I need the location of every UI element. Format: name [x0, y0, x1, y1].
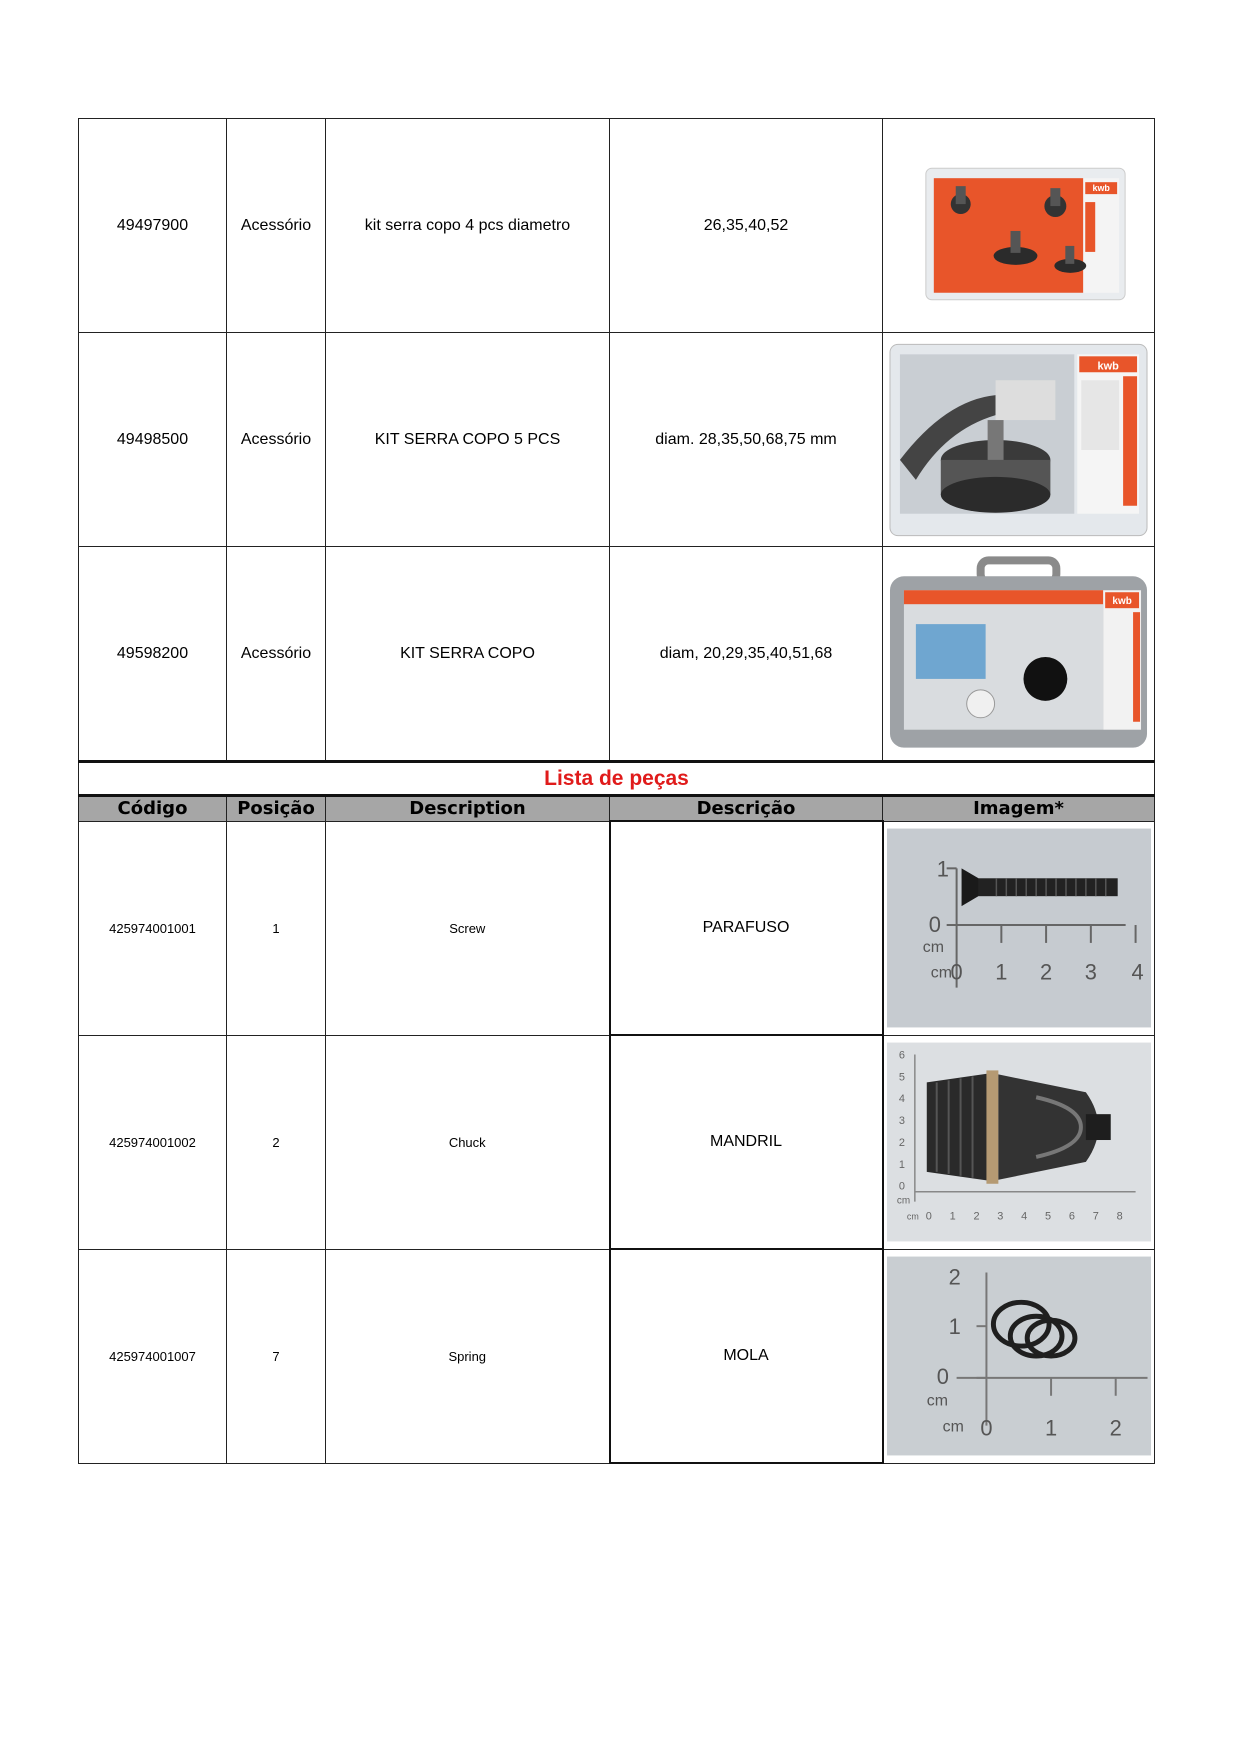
part-code: 425974001001	[79, 821, 227, 1035]
scale-unit: cm	[930, 964, 952, 982]
scale-label: 3	[1084, 959, 1097, 985]
parts-list-title: Lista de peças	[79, 762, 1155, 796]
part-descricao: PARAFUSO	[610, 821, 883, 1035]
header-codigo: Código	[79, 796, 227, 822]
accessory-type: Acessório	[227, 547, 326, 762]
hole-saw-kit-5pcs-icon	[886, 340, 1151, 540]
parts-table	[78, 118, 1155, 1464]
part-row	[79, 1249, 1155, 1463]
hole-saw-case-icon	[886, 554, 1151, 754]
part-description: Spring	[326, 1249, 610, 1463]
scale-label: 7	[1092, 1210, 1099, 1223]
accessory-description: KIT SERRA COPO	[326, 547, 610, 762]
accessory-spec: diam. 28,35,50,68,75 mm	[610, 333, 883, 547]
scale-label: 1	[948, 1314, 961, 1340]
part-description: Chuck	[326, 1035, 610, 1249]
hole-saw-kit-4pcs-icon	[886, 126, 1151, 326]
scale-label: 1	[949, 1210, 956, 1223]
scale-label: 1	[1044, 1415, 1057, 1441]
accessory-row	[79, 547, 1155, 762]
accessory-spec: diam, 20,29,35,40,51,68	[610, 547, 883, 762]
scale-label: 4	[898, 1093, 905, 1106]
accessory-code: 49598200	[79, 547, 227, 762]
part-position: 7	[227, 1249, 326, 1463]
accessory-image	[883, 333, 1155, 547]
scale-label: 2	[948, 1264, 961, 1290]
scale-unit: cm	[896, 1195, 910, 1207]
header-description: Description	[326, 796, 610, 822]
scale-unit: cm	[922, 938, 944, 956]
scale-label: 0	[925, 1210, 932, 1223]
accessory-description: kit serra copo 4 pcs diametro	[326, 119, 610, 333]
scale-label: 0	[950, 959, 963, 985]
scale-label: 6	[1068, 1210, 1075, 1223]
scale-label: 1	[936, 856, 949, 882]
scale-unit: cm	[942, 1418, 964, 1436]
parts-header-row	[79, 796, 1155, 822]
part-code: 425974001002	[79, 1035, 227, 1249]
screw-photo-icon	[887, 828, 1152, 1028]
scale-label: 0	[898, 1180, 905, 1193]
part-position: 1	[227, 821, 326, 1035]
accessory-code: 49497900	[79, 119, 227, 333]
accessory-spec: 26,35,40,52	[610, 119, 883, 333]
scale-label: 4	[1020, 1210, 1027, 1223]
scale-label: 1	[994, 959, 1007, 985]
scale-label: 3	[996, 1210, 1003, 1223]
scale-label: 8	[1116, 1210, 1123, 1223]
brand-logo: kwb	[1097, 359, 1119, 372]
scale-label: 1	[898, 1158, 905, 1171]
part-position: 2	[227, 1035, 326, 1249]
parts-list-title-row	[79, 762, 1155, 796]
accessory-image	[883, 547, 1155, 762]
accessory-type: Acessório	[227, 333, 326, 547]
accessory-description: KIT SERRA COPO 5 PCS	[326, 333, 610, 547]
accessory-row	[79, 333, 1155, 547]
brand-logo: kwb	[1092, 182, 1110, 193]
scale-label: 0	[928, 911, 941, 937]
scale-label: 2	[898, 1136, 905, 1149]
header-descricao: Descrição	[610, 796, 883, 822]
accessory-row	[79, 119, 1155, 333]
part-description: Screw	[326, 821, 610, 1035]
scale-label: 5	[898, 1071, 905, 1084]
part-image	[883, 821, 1155, 1035]
part-image	[883, 1249, 1155, 1463]
scale-label: 0	[979, 1415, 993, 1441]
scale-label: 5	[1044, 1210, 1051, 1223]
scale-unit: cm	[926, 1392, 948, 1410]
scale-label: 3	[898, 1115, 905, 1128]
chuck-photo-icon	[887, 1042, 1152, 1242]
part-row	[79, 821, 1155, 1035]
accessory-code: 49498500	[79, 333, 227, 547]
scale-label: 2	[1039, 959, 1052, 985]
part-code: 425974001007	[79, 1249, 227, 1463]
part-descricao: MOLA	[610, 1249, 883, 1463]
scale-label: 0	[936, 1363, 949, 1389]
parts-sheet	[78, 118, 1154, 1464]
part-descricao: MANDRIL	[610, 1035, 883, 1249]
scale-label: 6	[898, 1049, 905, 1062]
part-row	[79, 1035, 1155, 1249]
scale-unit: cm	[906, 1211, 919, 1222]
spring-photo-icon	[887, 1256, 1152, 1456]
scale-label: 4	[1130, 959, 1144, 985]
part-image	[883, 1035, 1155, 1249]
accessory-type: Acessório	[227, 119, 326, 333]
header-imagem: Imagem*	[883, 796, 1155, 822]
brand-logo: kwb	[1112, 595, 1132, 607]
scale-label: 2	[1109, 1415, 1122, 1441]
header-posicao: Posição	[227, 796, 326, 822]
accessory-image	[883, 119, 1155, 333]
scale-label: 2	[972, 1210, 980, 1223]
